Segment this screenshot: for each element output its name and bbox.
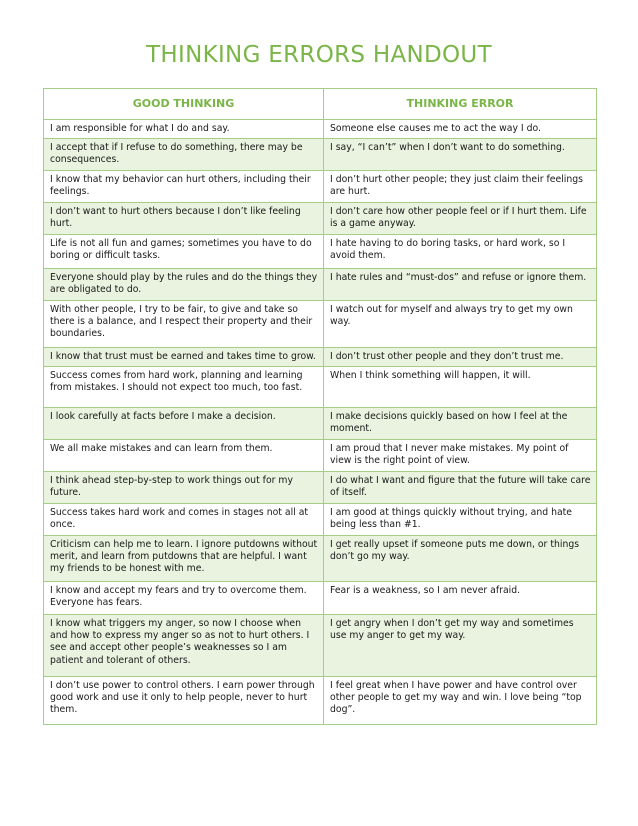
table-row [44, 301, 597, 348]
thinking-error-cell: I say, “I can’t” when I don’t want to do something. [324, 139, 597, 171]
good-thinking-cell: I don’t use power to control others. I earn power through good work and use it only to help people, never to hurt them. [44, 677, 324, 725]
thinking-error-cell: I get angry when I don’t get my way and sometimes use my anger to get my way. [324, 615, 597, 677]
thinking-errors-table [43, 88, 597, 725]
thinking-error-cell: I hate rules and “must-dos” and refuse or ignore them. [324, 269, 597, 301]
table-row [44, 440, 597, 472]
good-thinking-cell: I think ahead step-by-step to work things out for my future. [44, 472, 324, 504]
thinking-error-cell: I watch out for myself and always try to get my own way. [324, 301, 597, 348]
thinking-error-cell: I don’t hurt other people; they just claim their feelings are hurt. [324, 171, 597, 203]
table-row [44, 120, 597, 139]
thinking-error-cell: Fear is a weakness, so I am never afraid. [324, 582, 597, 615]
thinking-error-cell: I don’t care how other people feel or if I hurt them. Life is a game anyway. [324, 203, 597, 235]
good-thinking-cell: I look carefully at facts before I make a decision. [44, 408, 324, 440]
table-row [44, 203, 597, 235]
good-thinking-cell: Success takes hard work and comes in stages not all at once. [44, 504, 324, 536]
good-thinking-cell: I am responsible for what I do and say. [44, 120, 324, 139]
thinking-error-cell: I make decisions quickly based on how I feel at the moment. [324, 408, 597, 440]
thinking-error-cell: I feel great when I have power and have control over other people to get my way and win. I love being “top dog”. [324, 677, 597, 725]
good-thinking-cell: With other people, I try to be fair, to give and take so there is a balance, and I respect their property and their boundaries. [44, 301, 324, 348]
table-row [44, 536, 597, 582]
good-thinking-cell: I accept that if I refuse to do something, there may be consequences. [44, 139, 324, 171]
table-row [44, 235, 597, 269]
good-thinking-cell: I know what triggers my anger, so now I choose when and how to express my anger so as not to hurt others. I see and accept other people’s weaknesses so I am patient and tolerant of others. [44, 615, 324, 677]
good-thinking-cell: Criticism can help me to learn. I ignore putdowns without merit, and learn from putdowns that are helpful. I want my friends to be honest with me. [44, 536, 324, 582]
good-thinking-cell: Success comes from hard work, planning and learning from mistakes. I should not expect too much, too fast. [44, 367, 324, 408]
good-thinking-cell: Everyone should play by the rules and do the things they are obligated to do. [44, 269, 324, 301]
good-thinking-cell: I know and accept my fears and try to overcome them. Everyone has fears. [44, 582, 324, 615]
good-thinking-cell: I don’t want to hurt others because I don’t like feeling hurt. [44, 203, 324, 235]
good-thinking-cell: I know that trust must be earned and takes time to grow. [44, 348, 324, 367]
header-good-thinking: GOOD THINKING [44, 89, 324, 120]
thinking-error-cell: I hate having to do boring tasks, or hard work, so I avoid them. [324, 235, 597, 269]
good-thinking-cell: We all make mistakes and can learn from them. [44, 440, 324, 472]
thinking-error-cell: When I think something will happen, it will. [324, 367, 597, 408]
table-row [44, 139, 597, 171]
thinking-error-cell: I don’t trust other people and they don’t trust me. [324, 348, 597, 367]
table-row [44, 472, 597, 504]
table-row [44, 615, 597, 677]
thinking-error-cell: I am good at things quickly without trying, and hate being less than #1. [324, 504, 597, 536]
table-row [44, 504, 597, 536]
table-row [44, 171, 597, 203]
header-thinking-error: THINKING ERROR [324, 89, 597, 120]
thinking-error-cell: I am proud that I never make mistakes. My point of view is the right point of view. [324, 440, 597, 472]
table-row [44, 408, 597, 440]
good-thinking-cell: I know that my behavior can hurt others, including their feelings. [44, 171, 324, 203]
good-thinking-cell: Life is not all fun and games; sometimes you have to do boring or difficult tasks. [44, 235, 324, 269]
page-title: THINKING ERRORS HANDOUT [146, 42, 492, 68]
table-row [44, 367, 597, 408]
table-row [44, 582, 597, 615]
thinking-error-cell: I do what I want and figure that the future will take care of itself. [324, 472, 597, 504]
table-row [44, 677, 597, 725]
table-row [44, 348, 597, 367]
thinking-error-cell: I get really upset if someone puts me down, or things don’t go my way. [324, 536, 597, 582]
thinking-error-cell: Someone else causes me to act the way I do. [324, 120, 597, 139]
table-header-row [44, 89, 597, 120]
table-row [44, 269, 597, 301]
